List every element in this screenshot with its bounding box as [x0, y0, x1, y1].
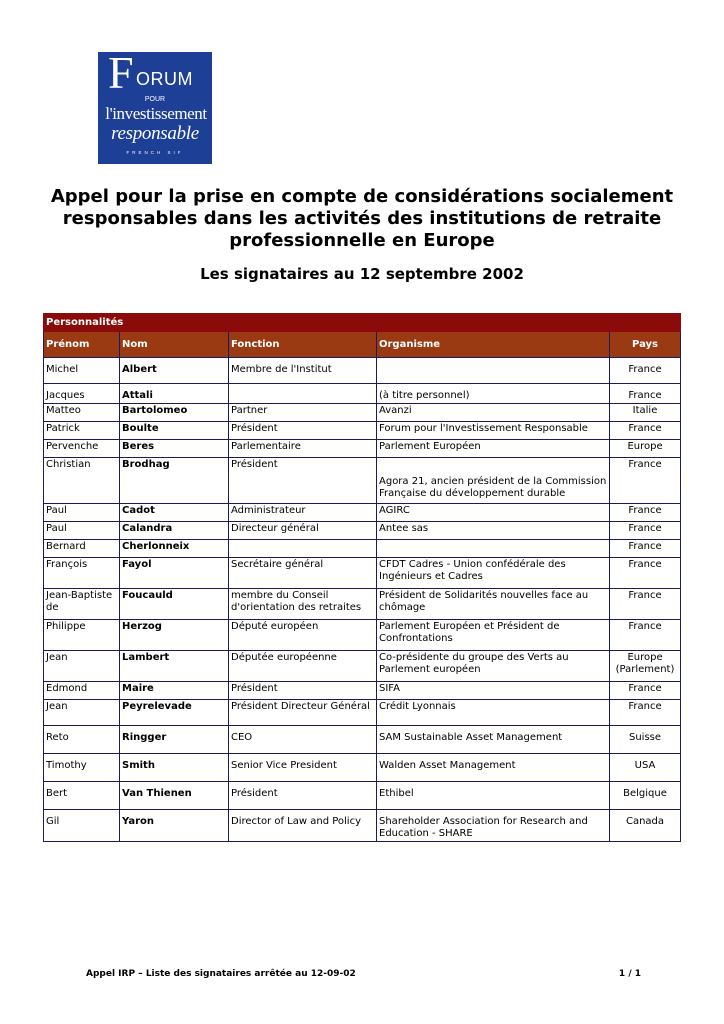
table-row: [44, 358, 681, 384]
table-row: [44, 422, 681, 440]
cell-nom: Van Thienen: [120, 782, 229, 810]
cell-fonction: Directeur général: [229, 522, 377, 540]
cell-prenom: Bert: [44, 782, 120, 810]
cell-fonction: Partner: [229, 404, 377, 422]
cell-prenom: François: [44, 558, 120, 589]
cell-nom: Brodhag: [120, 458, 229, 504]
logo-pour: POUR: [144, 96, 166, 103]
cell-fonction: Président: [229, 422, 377, 440]
table-row: [44, 540, 681, 558]
cell-fonction: Président Directeur Général: [229, 700, 377, 726]
cell-organisme: Shareholder Association for Research and Education - SHARE: [377, 810, 610, 842]
document-title: Appel pour la prise en compte de considérations socialement responsables dans les activités des institutions de retraite professionnelle en Europe: [50, 186, 674, 251]
table-row: [44, 726, 681, 754]
table-row: [44, 700, 681, 726]
cell-pays: France: [610, 558, 681, 589]
header-nom: Nom: [120, 332, 229, 358]
cell-fonction: Député européen: [229, 620, 377, 651]
cell-fonction: Administrateur: [229, 504, 377, 522]
cell-fonction: Director of Law and Policy: [229, 810, 377, 842]
table-row: [44, 404, 681, 422]
cell-prenom: Pervenche: [44, 440, 120, 458]
cell-prenom: Paul: [44, 504, 120, 522]
header-pays: Pays: [610, 332, 681, 358]
cell-pays: France: [610, 358, 681, 384]
table-row: [44, 384, 681, 404]
table-row: [44, 522, 681, 540]
cell-organisme: [377, 358, 610, 384]
table-row: [44, 504, 681, 522]
cell-pays: France: [610, 384, 681, 404]
section-label: Personnalités: [44, 314, 681, 332]
table-row: [44, 558, 681, 589]
cell-prenom: Reto: [44, 726, 120, 754]
header-prenom: Prénom: [44, 332, 120, 358]
forum-logo: [98, 52, 212, 164]
cell-nom: Boulte: [120, 422, 229, 440]
cell-fonction: [229, 540, 377, 558]
cell-nom: Peyrelevade: [120, 700, 229, 726]
cell-pays: France: [610, 540, 681, 558]
cell-organisme: Co-présidente du groupe des Verts au Parlement européen: [377, 651, 610, 682]
table-row: [44, 620, 681, 651]
cell-pays: France: [610, 682, 681, 700]
cell-fonction: [229, 384, 377, 404]
logo-french-sif: FRENCH SIF: [126, 150, 184, 155]
footer-title: Appel IRP – Liste des signataires arrêtée au 12-09-02: [86, 969, 356, 979]
cell-organisme: Parlement Européen et Président de Confrontations: [377, 620, 610, 651]
cell-pays: France: [610, 504, 681, 522]
cell-organisme: Agora 21, ancien président de la Commission Française du développement durable: [377, 458, 610, 504]
cell-pays: Europe: [610, 440, 681, 458]
cell-fonction: Président: [229, 682, 377, 700]
cell-organisme: SIFA: [377, 682, 610, 700]
cell-nom: Attali: [120, 384, 229, 404]
cell-pays: Suisse: [610, 726, 681, 754]
table-row: [44, 440, 681, 458]
cell-prenom: Jean: [44, 700, 120, 726]
cell-organisme: Avanzi: [377, 404, 610, 422]
cell-fonction: CEO: [229, 726, 377, 754]
cell-nom: Calandra: [120, 522, 229, 540]
cell-pays: Belgique: [610, 782, 681, 810]
cell-nom: Ringger: [120, 726, 229, 754]
cell-nom: Lambert: [120, 651, 229, 682]
document-subtitle: Les signataires au 12 septembre 2002: [200, 265, 524, 283]
cell-fonction: membre du Conseil d'orientation des retraites: [229, 589, 377, 620]
cell-pays: France: [610, 620, 681, 651]
header-organisme: Organisme: [377, 332, 610, 358]
cell-nom: Maire: [120, 682, 229, 700]
cell-prenom: Matteo: [44, 404, 120, 422]
cell-pays: Canada: [610, 810, 681, 842]
header-fonction: Fonction: [229, 332, 377, 358]
cell-prenom: Philippe: [44, 620, 120, 651]
cell-pays: France: [610, 522, 681, 540]
cell-organisme: Walden Asset Management: [377, 754, 610, 782]
cell-nom: Smith: [120, 754, 229, 782]
table-row: [44, 589, 681, 620]
signatories-table: [43, 313, 681, 842]
cell-organisme: Crédit Lyonnais: [377, 700, 610, 726]
cell-organisme: [377, 540, 610, 558]
header-row: [44, 332, 681, 358]
cell-pays: France: [610, 422, 681, 440]
table-row: [44, 682, 681, 700]
table-row: [44, 651, 681, 682]
cell-nom: Fayol: [120, 558, 229, 589]
cell-prenom: Patrick: [44, 422, 120, 440]
section-row: [44, 314, 681, 332]
cell-organisme: (à titre personnel): [377, 384, 610, 404]
logo-investissement: l'investissement: [105, 104, 207, 123]
cell-organisme: CFDT Cadres - Union confédérale des Ingénieurs et Cadres: [377, 558, 610, 589]
cell-fonction: Députée européenne: [229, 651, 377, 682]
cell-nom: Bartolomeo: [120, 404, 229, 422]
cell-prenom: Edmond: [44, 682, 120, 700]
cell-organisme: Antee sas: [377, 522, 610, 540]
cell-organisme: AGIRC: [377, 504, 610, 522]
cell-nom: Cherlonneix: [120, 540, 229, 558]
table-row: [44, 458, 681, 504]
cell-organisme: SAM Sustainable Asset Management: [377, 726, 610, 754]
cell-organisme: Forum pour l'Investissement Responsable: [377, 422, 610, 440]
cell-prenom: Christian: [44, 458, 120, 504]
cell-prenom: Paul: [44, 522, 120, 540]
cell-fonction: Secrétaire général: [229, 558, 377, 589]
cell-fonction: Parlementaire: [229, 440, 377, 458]
cell-organisme: Président de Solidarités nouvelles face au chômage: [377, 589, 610, 620]
cell-prenom: Bernard: [44, 540, 120, 558]
page-number: 1 / 1: [618, 969, 641, 979]
table-row: [44, 782, 681, 810]
cell-nom: Foucauld: [120, 589, 229, 620]
cell-nom: Cadot: [120, 504, 229, 522]
cell-organisme: Parlement Européen: [377, 440, 610, 458]
cell-prenom: Jean: [44, 651, 120, 682]
cell-fonction: Senior Vice President: [229, 754, 377, 782]
cell-prenom: Michel: [44, 358, 120, 384]
cell-nom: Albert: [120, 358, 229, 384]
cell-pays: France: [610, 700, 681, 726]
cell-fonction: Président: [229, 782, 377, 810]
cell-prenom: Jean-Baptiste de: [44, 589, 120, 620]
logo-responsable: responsable: [111, 123, 199, 144]
cell-prenom: Jacques: [44, 384, 120, 404]
cell-organisme: Ethibel: [377, 782, 610, 810]
cell-prenom: Gil: [44, 810, 120, 842]
cell-prenom: Timothy: [44, 754, 120, 782]
cell-fonction: Membre de l'Institut: [229, 358, 377, 384]
cell-fonction: Président: [229, 458, 377, 504]
table-row: [44, 810, 681, 842]
logo-orum: ORUM: [136, 69, 193, 89]
cell-pays: Europe (Parlement): [610, 651, 681, 682]
logo-letter-f: F: [108, 52, 134, 98]
cell-nom: Beres: [120, 440, 229, 458]
cell-pays: USA: [610, 754, 681, 782]
cell-nom: Yaron: [120, 810, 229, 842]
cell-pays: Italie: [610, 404, 681, 422]
cell-nom: Herzog: [120, 620, 229, 651]
cell-pays: France: [610, 589, 681, 620]
table-row: [44, 754, 681, 782]
cell-pays: France: [610, 458, 681, 504]
